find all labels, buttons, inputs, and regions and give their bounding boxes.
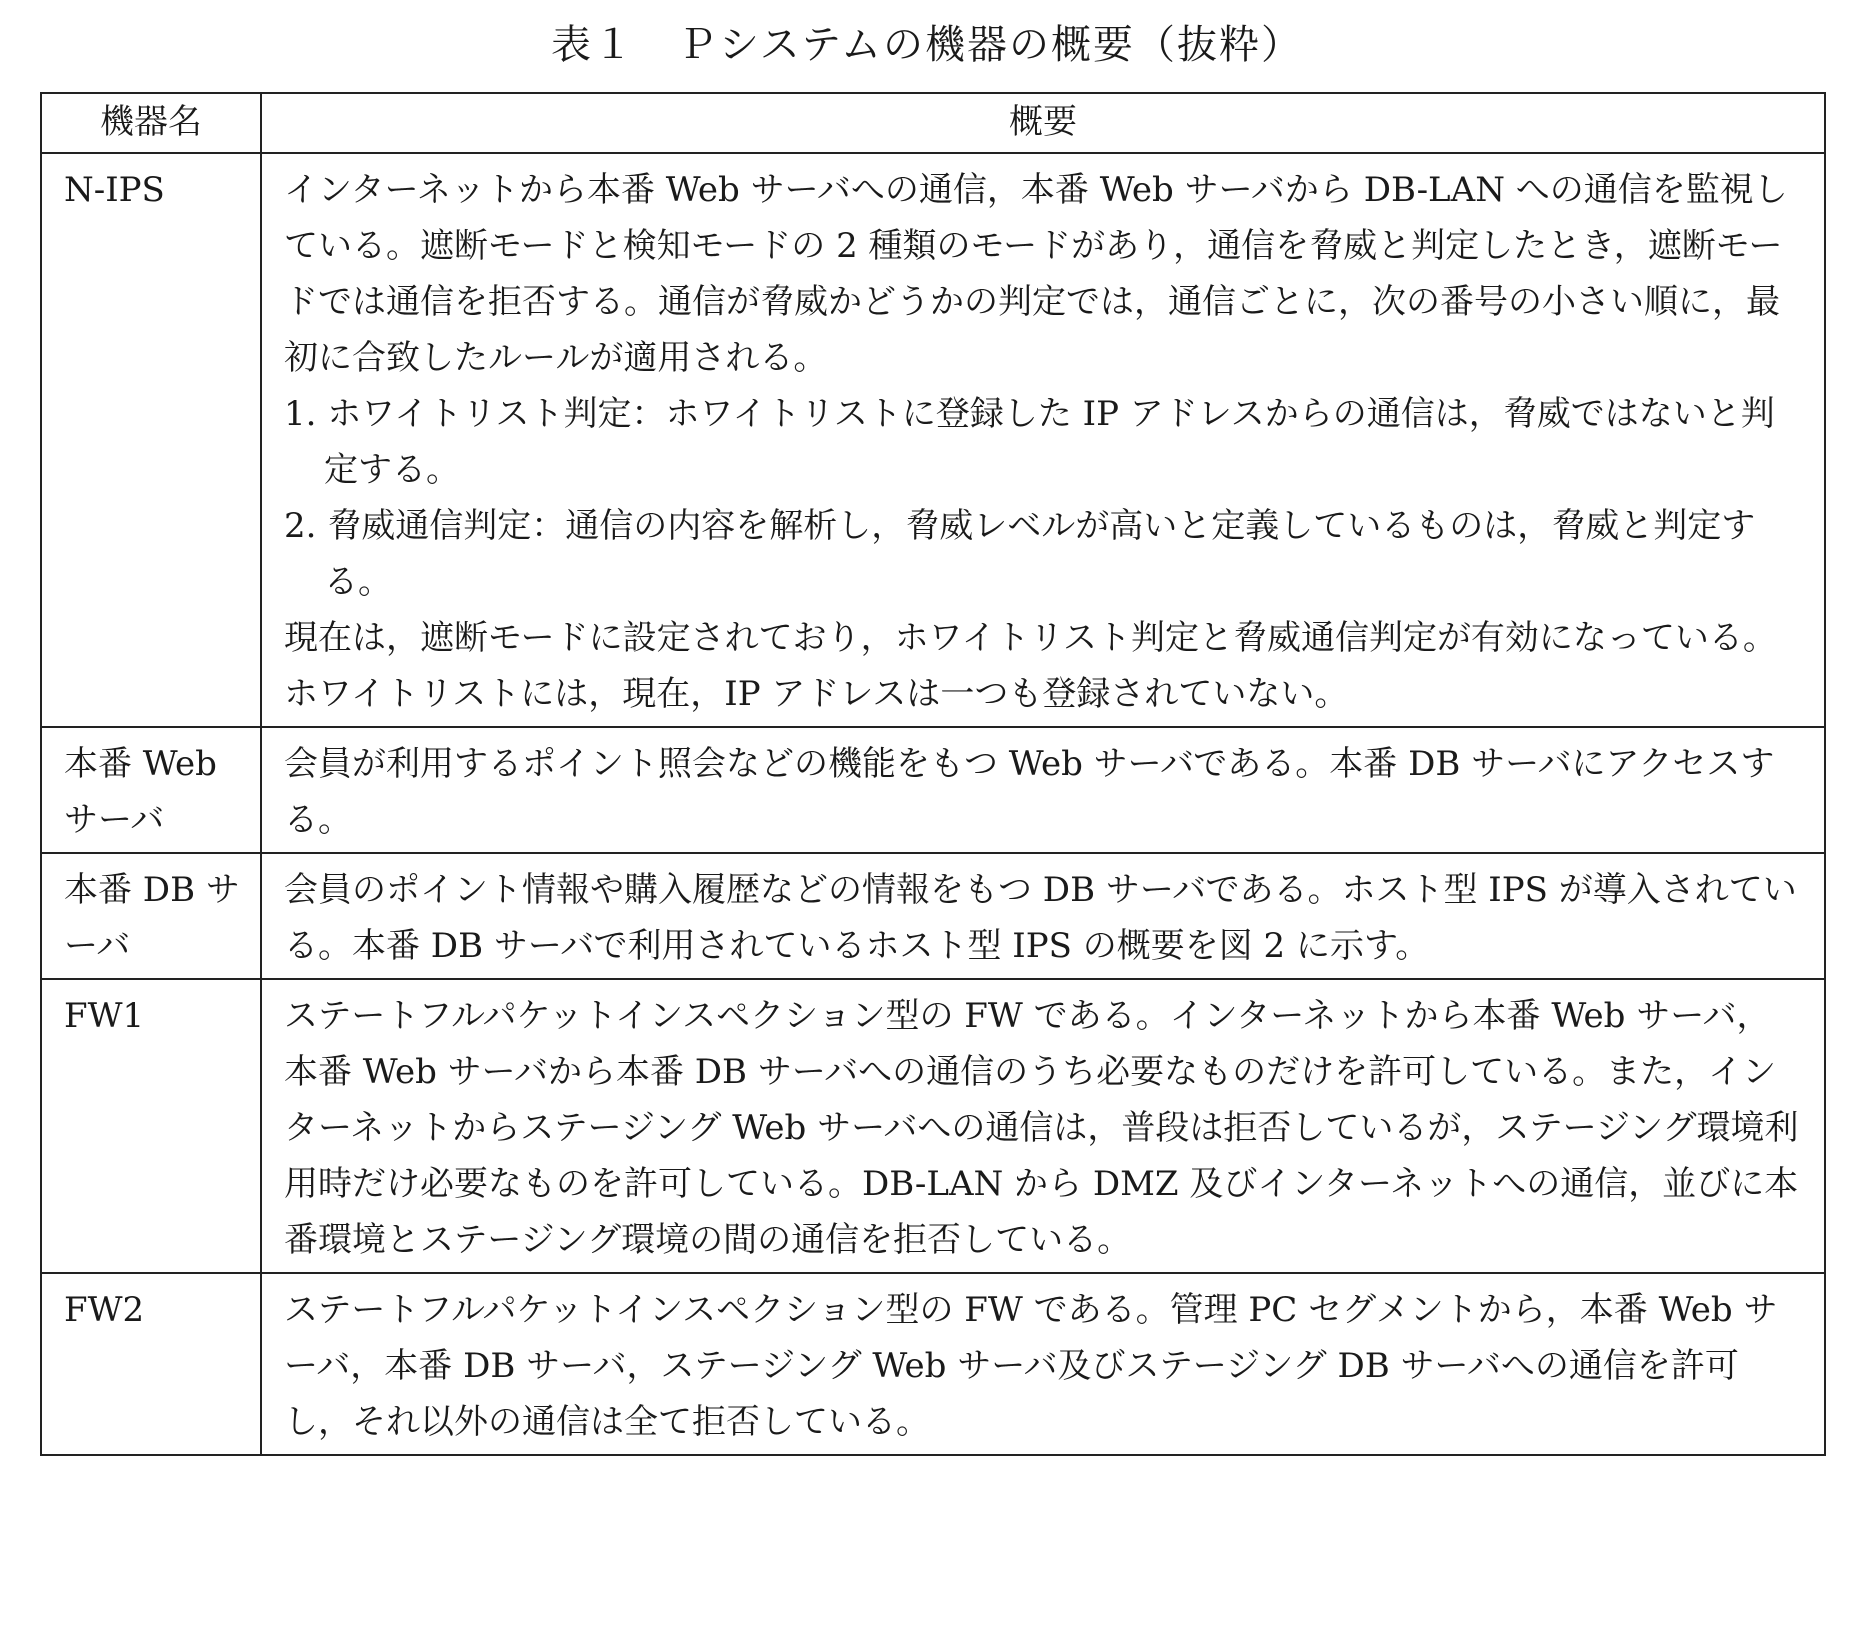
- summary-paragraph: ステートフルパケットインスペクション型の FW である。インターネットから本番 Web サーバ，本番 Web サーバから本番 DB サーバへの通信のうち必要なものだけを許可している。また，インターネットからステージング Web サーバへの通信は，普段は拒否しているが，ステージング環境利用時だけ必要なものを許可している。DB-LAN から DMZ 及びインターネットへの通信，並びに本番環境とステージング環境の間の通信を拒否している。: [284, 996, 1799, 1260]
- summary-cell: [261, 727, 1825, 853]
- device-name-cell: 本番 DB サーバ: [41, 853, 261, 979]
- header-device-name: 機器名: [41, 93, 261, 153]
- summary-paragraph: 会員のポイント情報や購入履歴などの情報をもつ DB サーバである。ホスト型 IPS が導入されている。本番 DB サーバで利用されているホスト型 IPS の概要を図 2 に示す。: [284, 870, 1797, 966]
- summary-cell: [261, 1273, 1825, 1455]
- device-name-cell: 本番 Web サーバ: [41, 727, 261, 853]
- device-summary-table: [40, 92, 1826, 1456]
- rule-item-1: 1. ホワイトリスト判定：ホワイトリストに登録した IP アドレスからの通信は，脅威ではないと判定する。: [284, 394, 1775, 490]
- table-row: [41, 853, 1825, 979]
- table-row: [41, 727, 1825, 853]
- device-name-cell: FW1: [41, 979, 261, 1273]
- table-title: 表１ Ｐシステムの機器の概要（抜粋）: [551, 22, 1303, 68]
- device-name-cell: N-IPS: [41, 153, 261, 727]
- rule-item-2: 2. 脅威通信判定：通信の内容を解析し，脅威レベルが高いと定義しているものは，脅威と判定する。: [284, 506, 1756, 602]
- summary-paragraph: インターネットから本番 Web サーバへの通信，本番 Web サーバから DB-LAN への通信を監視している。遮断モードと検知モードの 2 種類のモードがあり，通信を脅威と判定したとき，遮断モードでは通信を拒否する。通信が脅威かどうかの判定では，通信ごとに，次の番号の小さい順に，最初に合致したルールが適用される。: [284, 170, 1788, 378]
- table-header-row: [41, 93, 1825, 153]
- summary-cell: [261, 153, 1825, 727]
- summary-paragraph: 会員が利用するポイント照会などの機能をもつ Web サーバである。本番 DB サーバにアクセスする。: [284, 744, 1775, 840]
- summary-paragraph: 現在は，遮断モードに設定されており，ホワイトリスト判定と脅威通信判定が有効になっている。ホワイトリストには，現在，IP アドレスは一つも登録されていない。: [284, 618, 1777, 714]
- table-row: [41, 979, 1825, 1273]
- device-name-cell: FW2: [41, 1273, 261, 1455]
- header-summary: 概要: [261, 93, 1825, 153]
- summary-cell: [261, 979, 1825, 1273]
- summary-cell: [261, 853, 1825, 979]
- summary-paragraph: ステートフルパケットインスペクション型の FW である。管理 PC セグメントから，本番 Web サーバ，本番 DB サーバ，ステージング Web サーバ及びステージング DB サーバへの通信を許可し，それ以外の通信は全て拒否している。: [284, 1290, 1778, 1442]
- table-row: [41, 1273, 1825, 1455]
- table-row: [41, 153, 1825, 727]
